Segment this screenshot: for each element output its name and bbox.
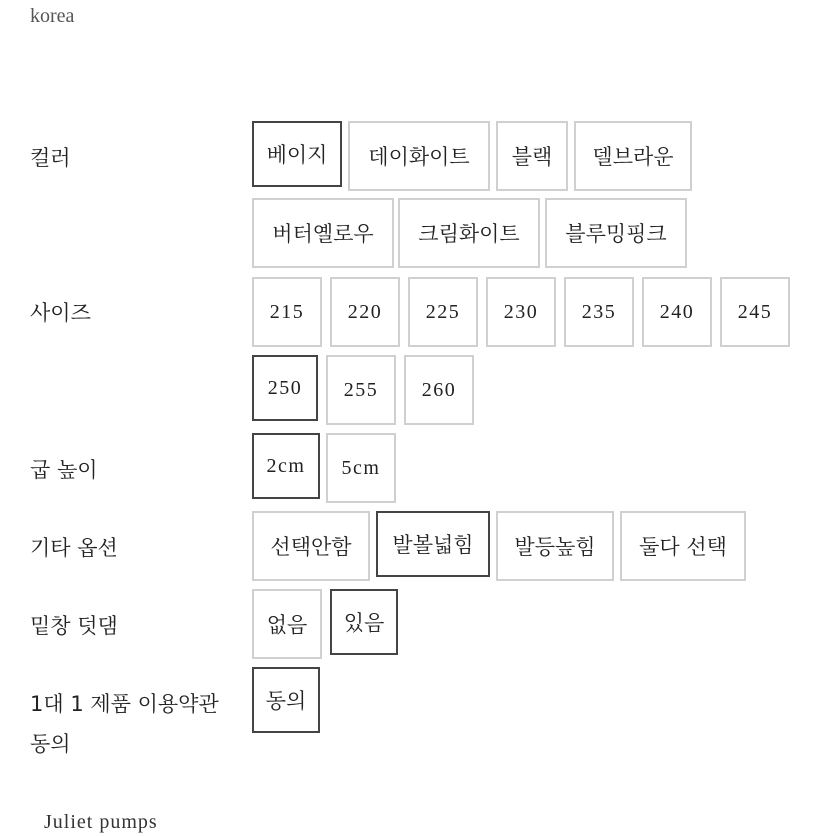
size-option-235[interactable]: 235: [564, 277, 634, 347]
size-option-260[interactable]: 260: [404, 355, 474, 425]
insole-label: 밑창 덧댐: [30, 614, 118, 638]
agreement-label-line2: 동의: [30, 732, 71, 756]
extra-option-both[interactable]: 둘다 선택: [620, 511, 746, 581]
heel-height-label: 굽 높이: [30, 458, 98, 482]
heel-option-5cm[interactable]: 5cm: [326, 433, 396, 503]
color-option-cream-white[interactable]: 크림화이트: [398, 198, 540, 268]
extra-option-high-instep[interactable]: 발등높힘: [496, 511, 614, 581]
agreement-option-agree[interactable]: 동의: [252, 667, 320, 733]
size-option-230[interactable]: 230: [486, 277, 556, 347]
extra-option-wide-ball[interactable]: 발볼넓힘: [376, 511, 490, 577]
size-option-255[interactable]: 255: [326, 355, 396, 425]
size-option-220[interactable]: 220: [330, 277, 400, 347]
agreement-label-line1: 1대 1 제품 이용약관: [30, 692, 219, 716]
insole-option-yes[interactable]: 있음: [330, 589, 398, 655]
color-option-day-white[interactable]: 데이화이트: [348, 121, 490, 191]
color-option-beige[interactable]: 베이지: [252, 121, 342, 187]
color-option-blooming-pink[interactable]: 블루밍핑크: [545, 198, 687, 268]
size-option-245[interactable]: 245: [720, 277, 790, 347]
footer-text: Juliet pumps: [44, 811, 158, 833]
size-option-225[interactable]: 225: [408, 277, 478, 347]
header-text: korea: [30, 5, 75, 27]
size-label: 사이즈: [30, 301, 91, 325]
color-option-butter-yellow[interactable]: 버터옐로우: [252, 198, 394, 268]
extra-option-none[interactable]: 선택안함: [252, 511, 370, 581]
color-label: 컬러: [30, 146, 71, 170]
extra-option-label: 기타 옵션: [30, 536, 118, 560]
insole-option-none[interactable]: 없음: [252, 589, 322, 659]
color-option-black[interactable]: 블랙: [496, 121, 568, 191]
color-option-del-brown[interactable]: 델브라운: [574, 121, 692, 191]
size-option-250[interactable]: 250: [252, 355, 318, 421]
heel-option-2cm[interactable]: 2cm: [252, 433, 320, 499]
size-option-240[interactable]: 240: [642, 277, 712, 347]
size-option-215[interactable]: 215: [252, 277, 322, 347]
